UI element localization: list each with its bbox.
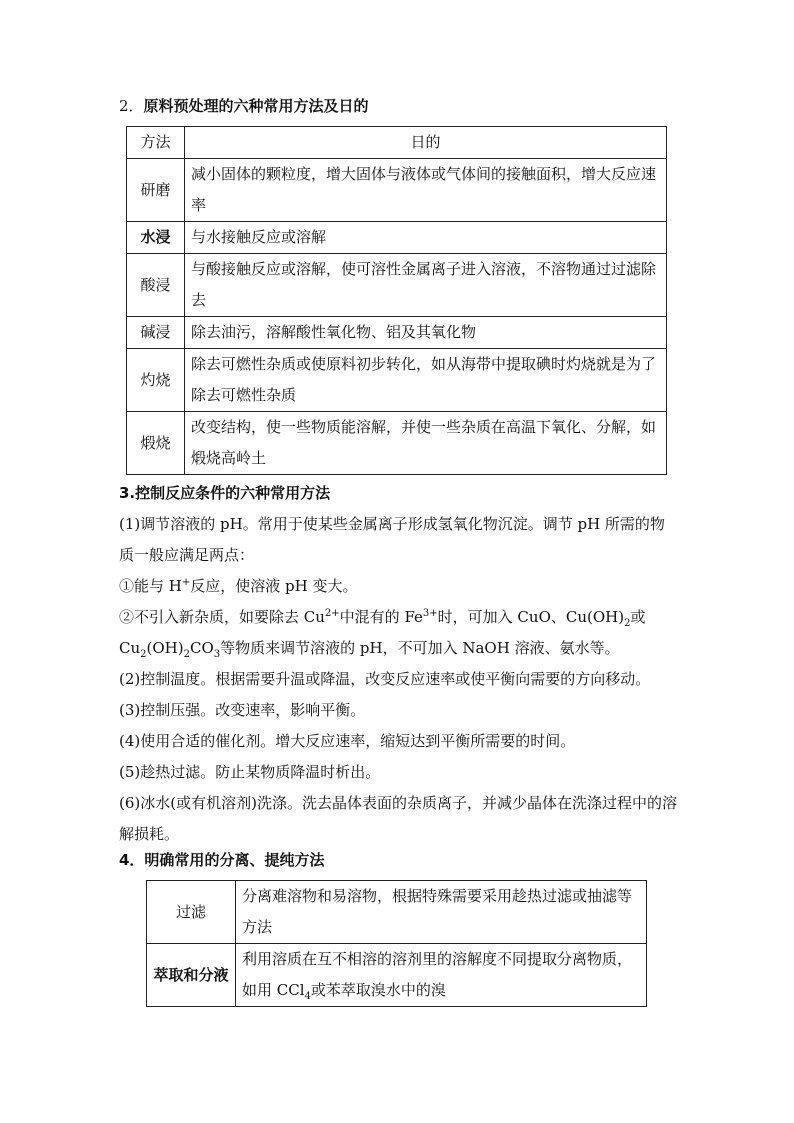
purpose-pre: 利用溶质在互不相溶的溶剂里的溶解度不同提取分离物质，如用 CCl — [242, 950, 633, 999]
section4-title-text: 4．明确常用的分离、提纯方法 — [119, 851, 325, 869]
table-row — [127, 222, 667, 254]
section2-title-text: 原料预处理的六种常用方法及日的 — [143, 97, 369, 115]
t: 等物质来调节溶液的 pH，不可加入 NaOH 溶液、氨水等。 — [220, 639, 620, 657]
item-1a-pre: ①能与 H — [119, 577, 182, 595]
table-row — [127, 254, 667, 317]
table-header-row — [127, 127, 667, 159]
item-1a — [119, 571, 679, 602]
table-row — [127, 349, 667, 412]
item-1a-sup: + — [181, 577, 191, 588]
t: 或 Cu — [119, 608, 646, 657]
section3-content — [119, 478, 679, 850]
item-1: (1)调节溶液的 pH。常用于使某些金属离子形成氢氧化物沉淀。调节 pH 所需的物质一般应满足两点： — [119, 515, 665, 564]
purpose-cell: 除去可燃性杂质或使原料初步转化，如从海带中提取碘时灼烧就是为了除去可燃性杂质 — [185, 349, 667, 412]
table-row — [127, 159, 667, 222]
method-cell: 萃取和分液 — [147, 944, 236, 1007]
sup: 2+ — [324, 608, 340, 619]
sup: 3+ — [422, 608, 438, 619]
method-cell: 灼烧 — [127, 349, 185, 412]
table-row — [127, 412, 667, 475]
item-1b — [119, 602, 679, 664]
item-6: (6)冰水(或有机溶剂)洗涤。洗去晶体表面的杂质离子，并减少晶体在洗涤过程中的溶解损耗。 — [119, 794, 677, 843]
method-cell: 酸浸 — [127, 254, 185, 317]
t: 中混有的 Fe — [339, 608, 423, 626]
method-cell: 水浸 — [127, 222, 185, 254]
item-3: (3)控制压强。改变速率，影响平衡。 — [119, 701, 366, 719]
t: (OH) — [146, 639, 184, 657]
purpose-cell: 改变结构，使一些物质能溶解，并使一些杂质在高温下氧化、分解，如煅烧高岭土 — [185, 412, 667, 475]
purpose-cell: 分离难溶物和易溶物，根据特殊需要采用趁热过滤或抽滤等方法 — [236, 881, 647, 944]
t: ②不引入新杂质，如要除去 Cu — [119, 608, 325, 626]
header-purpose: 日的 — [185, 127, 667, 159]
table-row — [147, 881, 647, 944]
method-cell: 碱浸 — [127, 317, 185, 349]
section3-title — [119, 478, 679, 509]
separation-table — [146, 880, 647, 1007]
sub: 3 — [213, 649, 221, 660]
purpose-cell: 除去油污，溶解酸性氧化物、铝及其氧化物 — [185, 317, 667, 349]
t: CO — [189, 639, 214, 657]
purpose-cell: 减小固体的颗粒度，增大固体与液体或气体间的接触面积，增大反应速率 — [185, 159, 667, 222]
section2-number: 2． — [119, 97, 144, 115]
pretreatment-table — [126, 126, 667, 475]
purpose-cell: 与水接触反应或溶解 — [185, 222, 667, 254]
item-2: (2)控制温度。根据需要升温或降温，改变反应速率或使平衡向需要的方向移动。 — [119, 670, 651, 688]
item-5: (5)趁热过滤。防止某物质降温时析出。 — [119, 763, 381, 781]
t: 时，可加入 CuO、Cu(OH) — [437, 608, 625, 626]
sub: 2 — [140, 649, 147, 660]
table-row — [147, 944, 647, 1007]
method-cell: 过滤 — [147, 881, 236, 944]
purpose-sub: 4 — [304, 991, 311, 1002]
item-1a-post: 反应，使溶液 pH 变大。 — [190, 577, 358, 595]
section3-title-text: 3.控制反应条件的六种常用方法 — [119, 484, 331, 502]
purpose-cell: 与酸接触反应或溶解，使可溶性金属离子进入溶液，不溶物通过过滤除去 — [185, 254, 667, 317]
sub: 2 — [624, 618, 631, 629]
table-row — [127, 317, 667, 349]
purpose-cell — [236, 944, 647, 1007]
method-cell: 煅烧 — [127, 412, 185, 475]
item-4: (4)使用合适的催化剂。增大反应速率，缩短达到平衡所需要的时间。 — [119, 732, 576, 750]
purpose-post: 或苯萃取溴水中的溴 — [310, 981, 446, 999]
method-cell: 研磨 — [127, 159, 185, 222]
section2-title — [119, 96, 369, 116]
section4-title — [119, 850, 324, 870]
header-method: 方法 — [127, 127, 185, 159]
sub: 2 — [183, 649, 190, 660]
